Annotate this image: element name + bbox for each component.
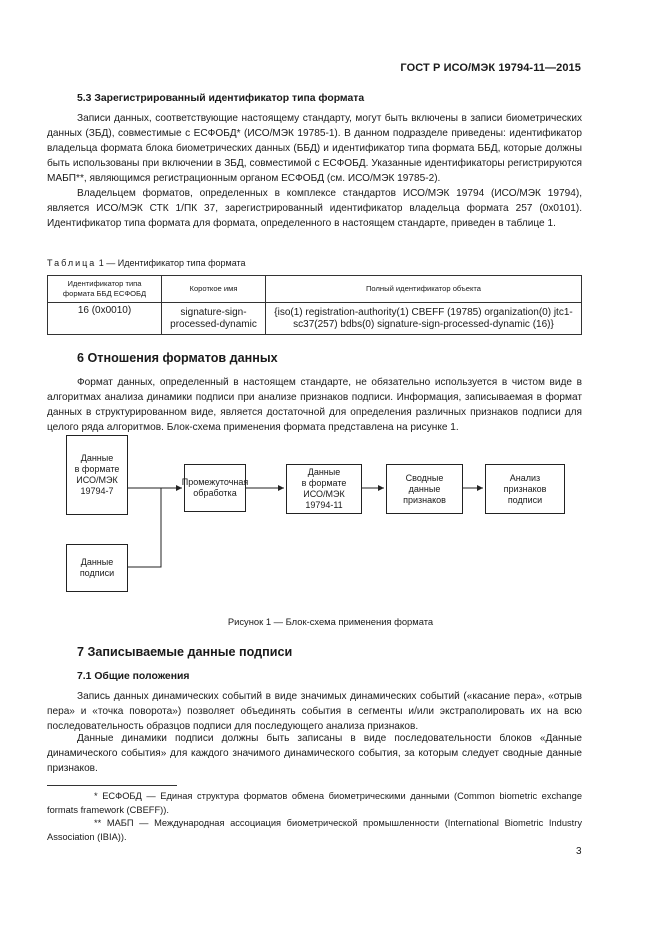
table-caption-text: 1 — Идентификатор типа формата [96, 258, 246, 268]
table-header-cell: Идентификатор типа формата ББД ЕСФОБД [48, 276, 162, 303]
box-line: Промежуточная [181, 477, 249, 487]
box-line: Данные [80, 453, 114, 463]
box-line: данные [408, 483, 441, 494]
box-line: в формате [301, 478, 347, 488]
box-line: в формате [74, 464, 120, 474]
connector-signature-to-main [128, 488, 161, 567]
box-summary-features [386, 464, 463, 514]
box-line: Данные [307, 467, 341, 477]
box-signature-data [66, 544, 128, 592]
box-line: ИСО/МЭК [303, 489, 345, 499]
box-line: 19794-7 [80, 486, 114, 496]
figure-caption: Рисунок 1 — Блок-схема применения формата [227, 616, 434, 627]
section-5-3-title: 5.3 Зарегистрированный идентификатор типа формата [77, 93, 365, 104]
box-line: Анализ [509, 472, 541, 483]
footnote-separator [47, 785, 177, 786]
section-5-3-paragraph-1: Записи данных, соответствующие настоящему стандарту, могут быть включены в записи биометрических данных (ЗБД), совместимые с ЕСФОБД* (ИСО/МЭК 19785-1). В данном подразделе приведены: идентификатор владельца формата блока биометрических данных (ББД) и идентификатор типа формата ББД, которые должны быть использованы при включении в ЗБД, совместимой с ЕСФОБД. Указанные идентификаторы регистрируются МАБП**, являющимся регистрационным органом ЕСФОБД (см. ИСО/МЭК 19785-2). [47, 113, 582, 184]
table-cell: signature-sign-processed-dynamic [162, 303, 266, 335]
section-7-1-paragraph-2: Данные динамики подписи должны быть записаны в виде последовательности блоков «Данные динамического события» для каждого значимого динамического события, за которым следует сводные данные признаков. [47, 733, 582, 774]
table-caption-word: Таблица [47, 258, 97, 268]
box-line: ИСО/МЭК [76, 475, 118, 485]
box-line: Сводные [405, 472, 444, 483]
box-signature-analysis [485, 464, 565, 514]
box-data-iso-19794-11 [286, 464, 362, 514]
table-cell: {iso(1) registration-authority(1) CBEFF (19785) organization(0) jtc1-sc37(257) bdbs(0) signature-sign-processed-dynamic (16)} [266, 303, 582, 335]
box-line: подписи [79, 568, 115, 578]
section-6-paragraph-1: Формат данных, определенный в настоящем стандарте, не обязательно используется в чистом виде в алгоритмах анализа динамики подписи при анализе признаков подписи. Информация, записываемая в формат данных в структурированном виде, является достаточной для определения различных признаков подписи для целого ряда алгоритмов. Блок-схема применения формата представлена на рисунке 1. [47, 377, 582, 433]
section-7-1-paragraph-1: Запись данных динамических событий в виде значимых динамических событий («касание пера», «отрыв пера» и «точка поворота») позволяет объединять события в сегменты и/или экстраполировать их на всю последовательность образцов подписи для последующего анализа признаков. [47, 691, 582, 732]
footnote-1: * ЕСФОБД — Единая структура форматов обмена биометрическими данными (Common biometric exchange formats framework (CBEFF)). [47, 791, 582, 815]
page-number: 3 [576, 846, 582, 857]
box-line: признаков [403, 494, 446, 505]
section-7-1-title: 7.1 Общие положения [77, 671, 190, 682]
box-intermediate-processing [181, 464, 249, 512]
box-line: 19794-11 [305, 500, 343, 510]
section-6-title: 6 Отношения форматов данных [77, 351, 278, 365]
box-data-iso-19794-7 [66, 435, 128, 515]
box-line: подписи [507, 494, 543, 505]
document-header: ГОСТ Р ИСО/МЭК 19794-11—2015 [400, 62, 581, 74]
table-header-cell: Короткое имя [162, 276, 266, 303]
section-7-title: 7 Записываемые данные подписи [77, 645, 293, 659]
section-5-3-paragraph-2: Владельцем форматов, определенных в комплексе стандартов ИСО/МЭК 19794 (ИСО/МЭК 19794), является ИСО/МЭК СТК 1/ПК 37, зарегистрированный идентификатор владельца формата 257 (0x0101). Идентификатор типа формата для формата, определенного в настоящем стандарте, приведен в таблице 1. [47, 188, 582, 229]
box-line: Данные [80, 557, 114, 567]
box-line: обработка [193, 488, 237, 498]
table-header-cell: Полный идентификатор объекта [266, 276, 582, 303]
box-line: признаков [503, 483, 547, 494]
footnote-2: ** МАБП — Международная ассоциация биометрической промышленности (International Biometric Industry Association (IBIA)). [47, 818, 582, 842]
table-cell: 16 (0x0010) [48, 303, 162, 335]
